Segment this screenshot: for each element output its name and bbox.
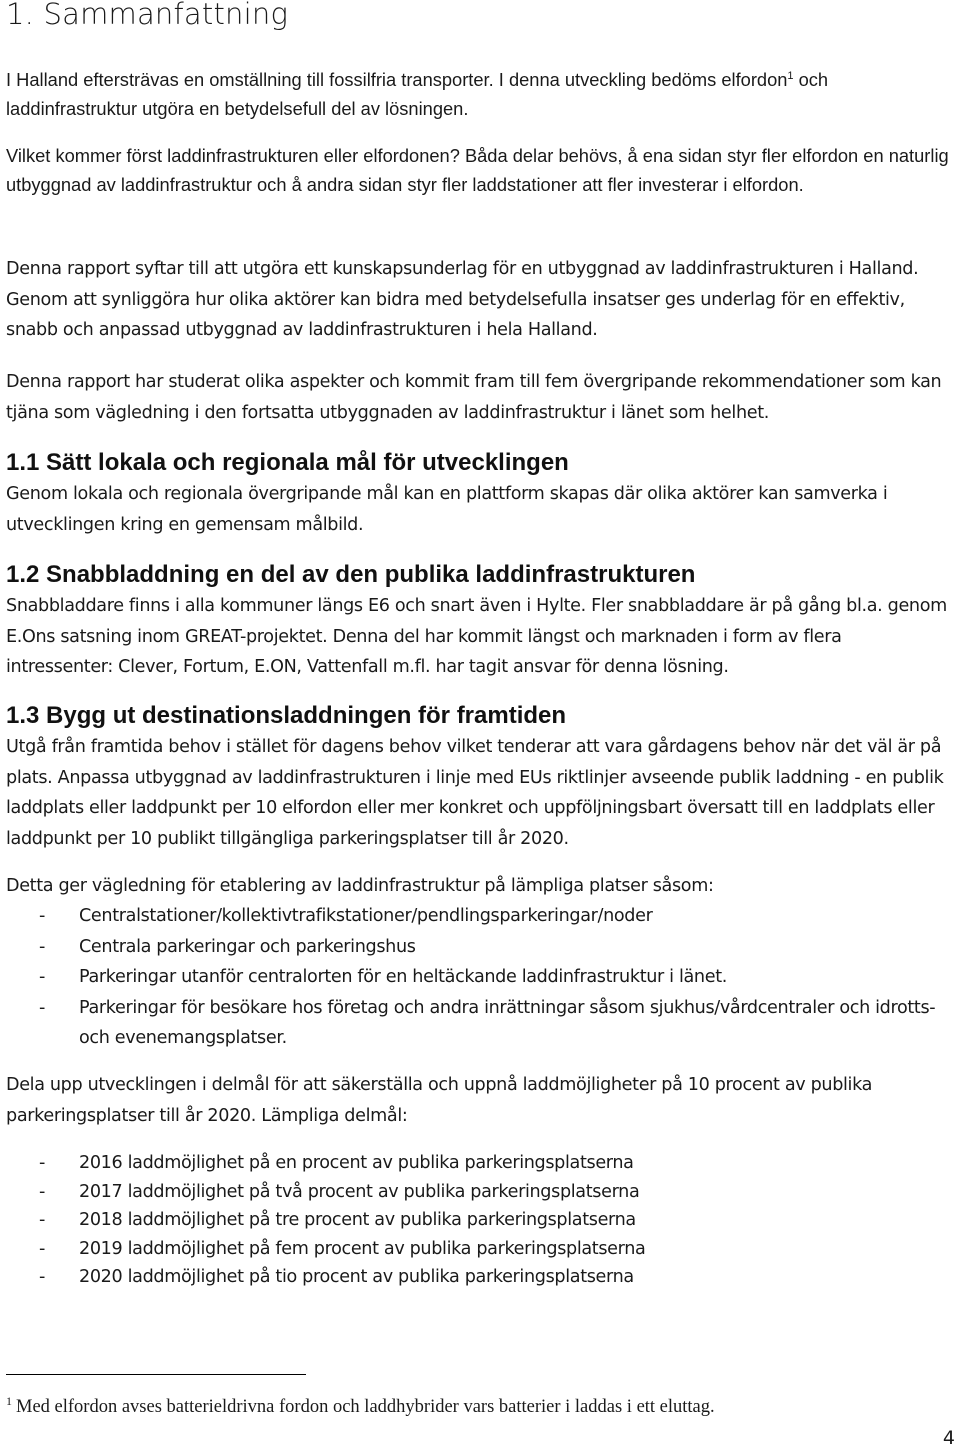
- goals-list: [6, 1149, 950, 1292]
- section-1-1-text: Genom lokala och regionala övergripande mål kan en plattform skapas där olika aktörer kan samverka i utvecklingen kring en gemensam målbild.: [6, 484, 888, 535]
- goals-intro: Dela upp utvecklingen i delmål för att säkerställa och uppnå laddmöjligheter på 10 procent av publika parkeringsplatser till år 2020. Lämpliga delmål:: [6, 1075, 873, 1126]
- section-1-2-text: Snabbladdare finns i alla kommuner längs E6 och snart även i Hylte. Fler snabbladdare är på gång bl.a. genom E.Ons satsning inom GREAT-projektet. Denna del har kommit längst och marknaden i form av flera intressenter: Clever, Fortum, E.ON, Vattenfall m.fl. har tagit ansvar för denna lösning.: [6, 596, 947, 677]
- footnote: [6, 1388, 715, 1420]
- list-item: - Parkeringar utanför centralorten för en heltäckande laddinfrastruktur i länet.: [6, 962, 950, 993]
- guidance-intro: Detta ger vägledning för etablering av laddinfrastruktur på lämpliga platser såsom:: [6, 876, 714, 896]
- section-1-3-title: 1.3 Bygg ut destinationsladdningen för framtiden: [6, 702, 567, 729]
- list-item: - Centrala parkeringar och parkeringshus: [6, 932, 950, 963]
- list-item: - Centralstationer/kollektivtrafikstationer/pendlingsparkeringar/noder: [6, 901, 950, 932]
- footnote-mark: 1: [6, 1394, 12, 1408]
- list-item: - 2018 laddmöjlighet på tre procent av publika parkeringsplatserna: [6, 1206, 950, 1235]
- section-1-3-text: Utgå från framtida behov i stället för dagens behov vilket tenderar att vara gårdagens behov när det väl är på plats. Anpassa utbyggnad av laddinfrastrukturen i linje med EUs riktlinjer avseende publik laddning - en publik laddplats eller laddpunkt per 10 elfordon eller mer konkret och uppföljningsbart översatt till en laddplats eller laddpunkt per 10 publikt tillgängliga parkeringsplatser till år 2020.: [6, 737, 944, 849]
- section-1-2-title: 1.2 Snabbladdning en del av den publika laddinfrastrukturen: [6, 561, 696, 588]
- footnote-ref: 1: [787, 70, 794, 82]
- location-list: [6, 901, 950, 1054]
- list-item: - 2020 laddmöjlighet på tio procent av publika parkeringsplatserna: [6, 1263, 950, 1292]
- footnote-separator: [6, 1374, 306, 1375]
- intro-paragraph-3: [6, 254, 950, 346]
- page-heading: 1. Sammanfattning: [6, 0, 289, 31]
- intro-paragraph-1-text: I Halland eftersträvas en omställning till fossilfria transporter. I denna utveckling bedöms elfordon: [6, 69, 788, 90]
- intro-paragraph-4: Denna rapport har studerat olika aspekter och kommit fram till fem övergripande rekommendationer som kan tjäna som vägledning i den fortsatta utbyggnaden av laddinfrastruktur i länet som helhet.: [6, 372, 942, 423]
- intro-paragraph-1: [6, 62, 950, 123]
- list-item: - 2016 laddmöjlighet på en procent av publika parkeringsplatserna: [6, 1149, 950, 1178]
- footnote-text: Med elfordon avses batterieldrivna fordon och laddhybrider vars batterier i laddas i ett eluttag.: [16, 1397, 715, 1417]
- intro-paragraph-3-a: Denna rapport syftar till att utgöra ett kunskapsunderlag för en utbyggnad av laddinfrastrukturen i Halland.: [6, 259, 919, 279]
- list-item: - Parkeringar för besökare hos företag och andra inrättningar såsom sjukhus/vårdcentraler och idrotts- och evenemangsplatser.: [6, 993, 950, 1054]
- intro-paragraph-1-end: och laddinfrastruktur utgöra en betydelsefull del av lösningen.: [6, 69, 829, 119]
- page-number: 4: [942, 1427, 955, 1449]
- intro-paragraph-3-b: Genom att synliggöra hur olika aktörer kan bidra med betydelsefulla insatser ges underlag för en effektiv, snabb och anpassad utbyggnad av laddinfrastrukturen i hela Halland.: [6, 289, 905, 340]
- section-1-1-title: 1.1 Sätt lokala och regionala mål för utvecklingen: [6, 449, 569, 476]
- intro-paragraph-2: Vilket kommer först laddinfrastrukturen eller elfordonen? Båda delar behövs, å ena sidan styr fler elfordon en naturlig utbyggnad av laddinfrastruktur och å andra sidan styr fler laddstationer att fler investerar i elfordon.: [6, 145, 949, 195]
- list-item: - 2019 laddmöjlighet på fem procent av publika parkeringsplatserna: [6, 1235, 950, 1264]
- list-item: - 2017 laddmöjlighet på två procent av publika parkeringsplatserna: [6, 1178, 950, 1207]
